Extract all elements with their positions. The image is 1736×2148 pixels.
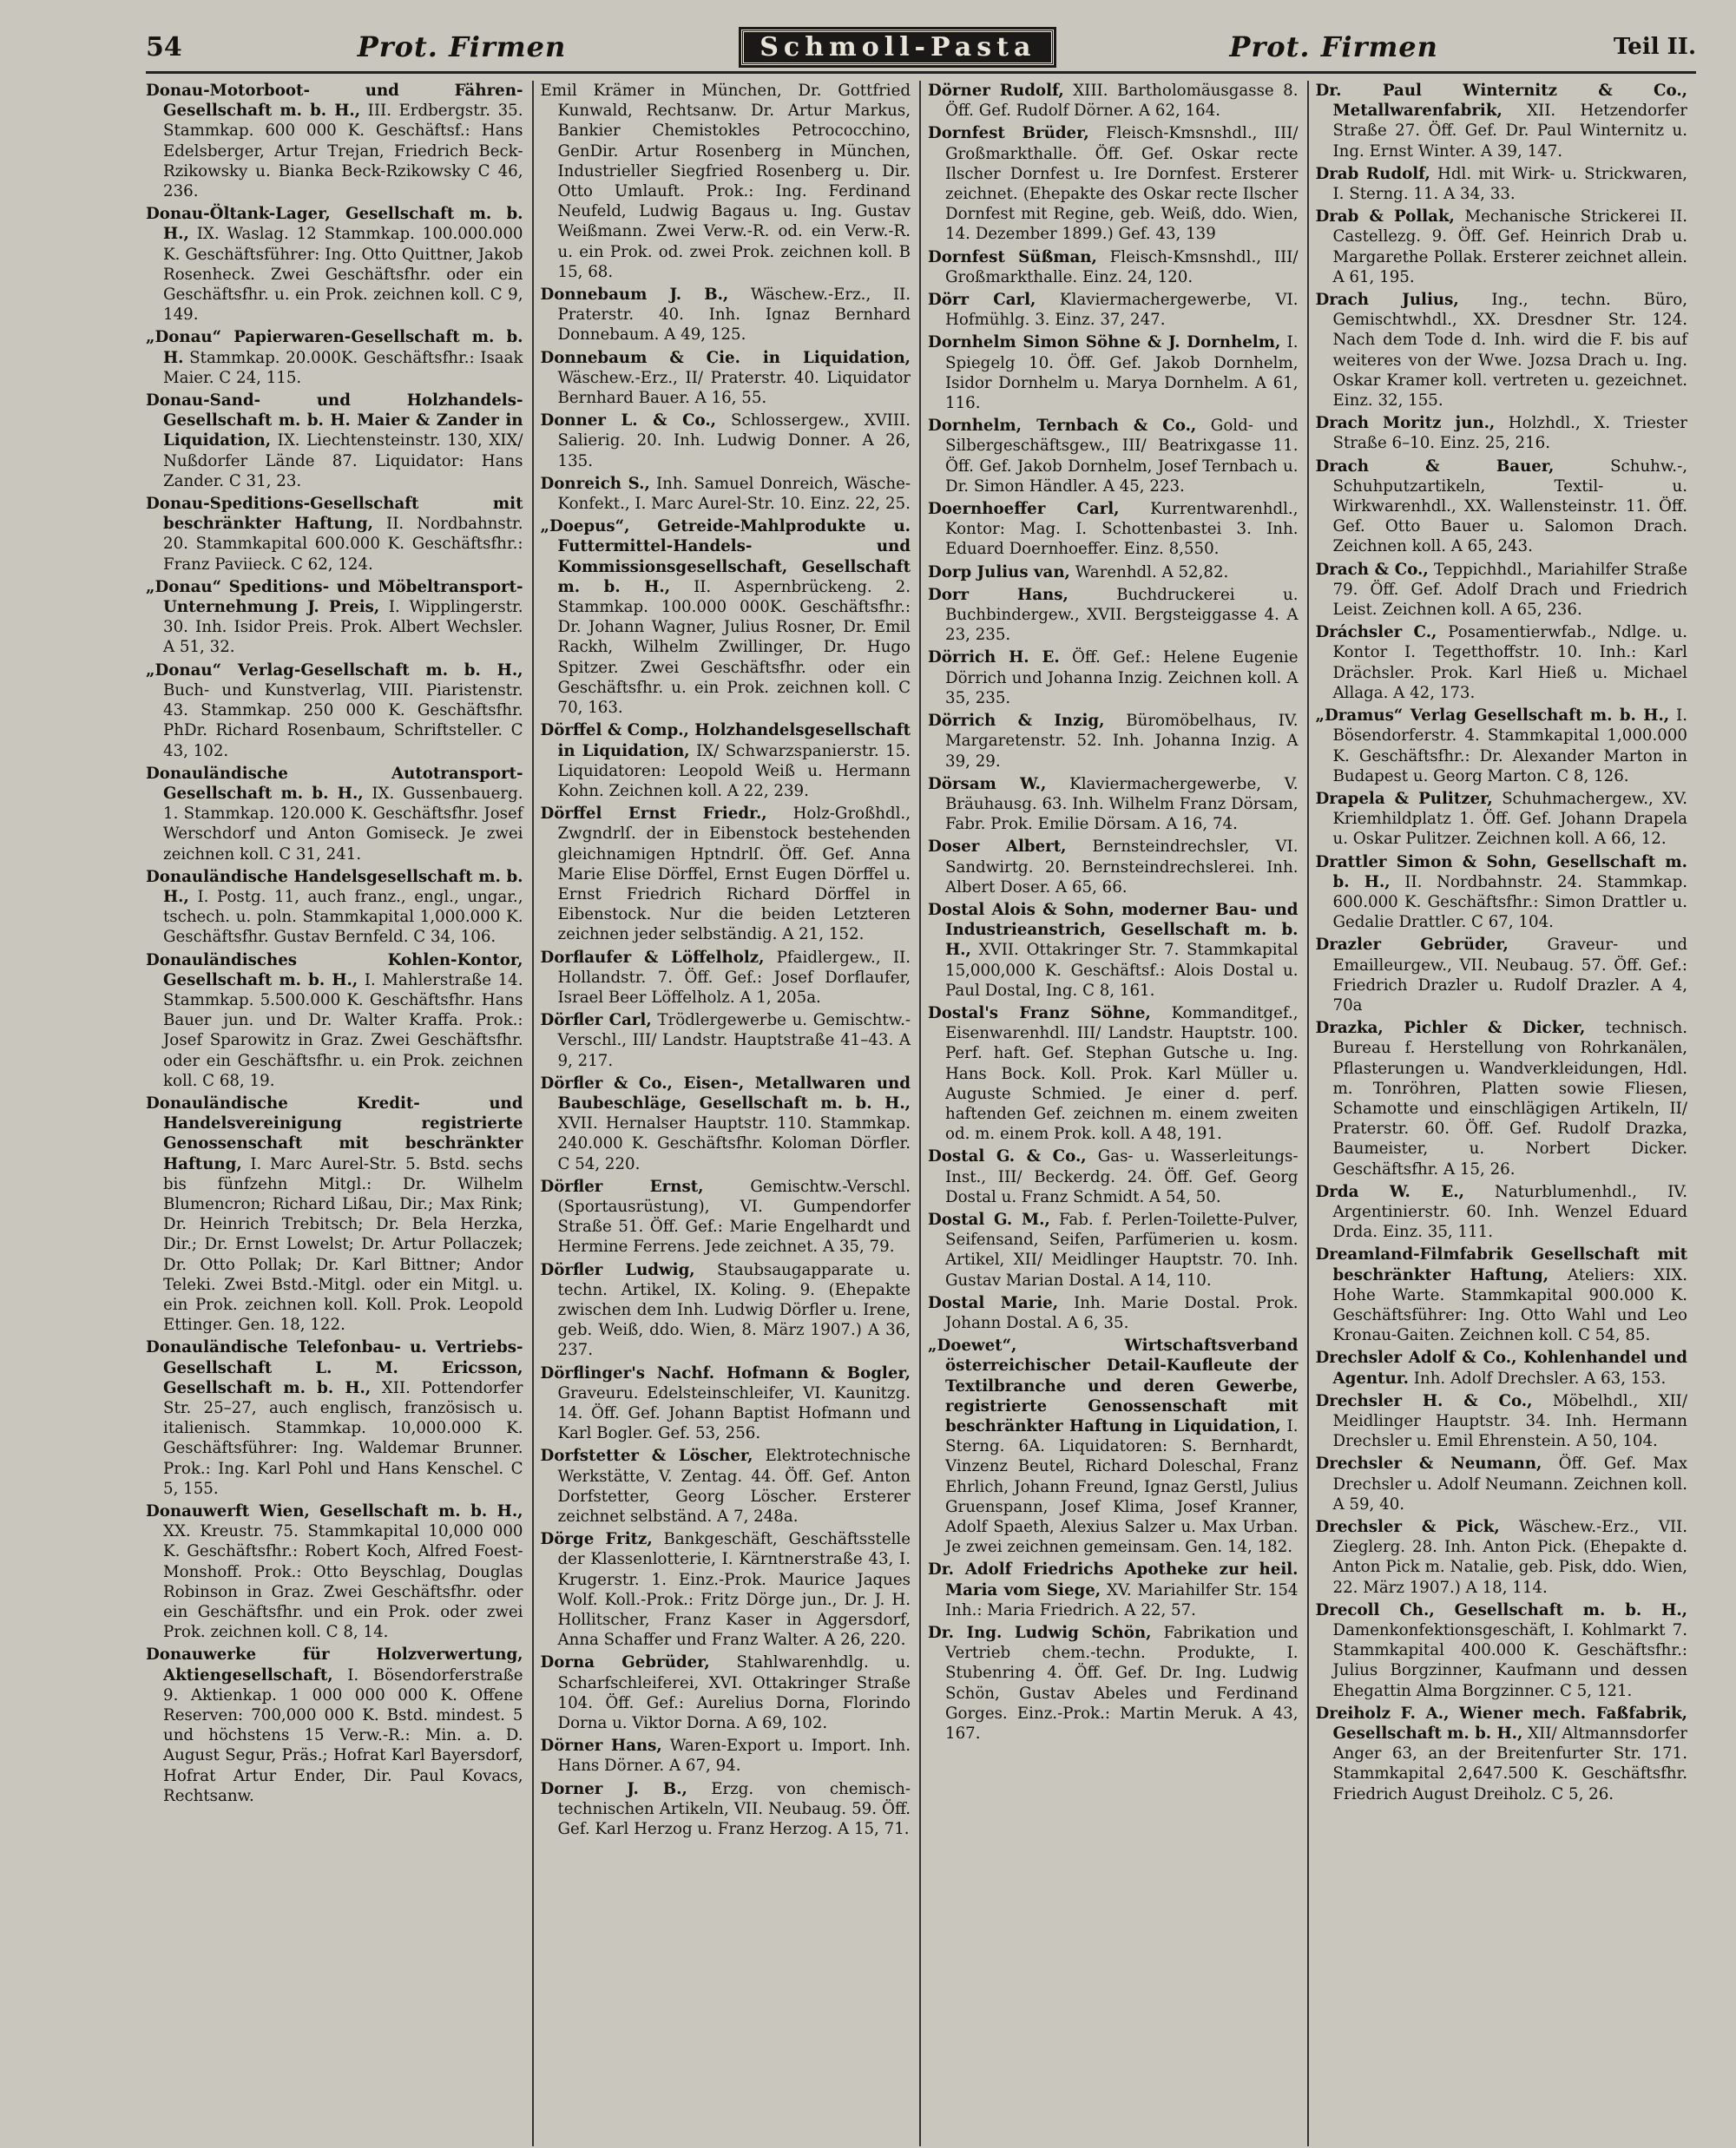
entry-text: Wäschew.-Erz., II/ Praterstr. 40. Liquidator Bernhard Bauer. A 16, 55. bbox=[557, 368, 911, 408]
directory-entry bbox=[928, 711, 1299, 772]
entry-name: Dostal's Franz Söhne, bbox=[928, 1003, 1151, 1022]
header-left-title: Prot. Firmen bbox=[357, 30, 567, 63]
directory-entry bbox=[928, 247, 1299, 287]
entry-name: Dreiholz F. A., Wiener mech. Faßfabrik, Gesellschaft m. b. H., bbox=[1315, 1704, 1687, 1744]
directory-entry bbox=[1316, 207, 1688, 287]
entry-name: Dorflaufer & Löffelholz, bbox=[540, 948, 765, 967]
page-number: 54 bbox=[146, 31, 182, 62]
directory-entry bbox=[541, 1074, 911, 1174]
entry-text: Elektrotechnische Werkstätte, V. Zentag. 44. Öff. Gef. Anton Dorfstetter, Georg Löscher. Ersterer zeichnet selbständ. A 7, 248a. bbox=[557, 1447, 911, 1527]
entry-text: I. Sterng. 6A. Liquidatoren: S. Bernhardt, Vinzenz Beutel, Richard Doleschal, Franz Ehrlich, Johann Freund, Ignaz Gerstl, Julius Gruenspann, Josef Klima, Josef Kranner, Adolf Spaeth, Alexius Salzer u. Max Urban. Je zwei zeichnen gemeinsam. Gen. 14, 182. bbox=[945, 1417, 1299, 1557]
entry-text: Inh. Marie Dostal. Prok. Johann Dostal. A 6, 35. bbox=[945, 1293, 1299, 1332]
entry-name: „Doewet“, Wirtschaftsverband österreichischer Detail-Kaufleute der Textilbranche und deren Gewerbe, registrierte Genossenschaft mit beschränkter Haftung in Liquidation, bbox=[928, 1337, 1299, 1435]
entry-text: Trödlergewerbe u. Gemischtw.-Verschl., III/ Landstr. Hauptstraße 41–43. A 9, 217. bbox=[557, 1011, 911, 1070]
directory-entry bbox=[928, 647, 1299, 708]
entry-name: Drazka, Pichler & Dicker, bbox=[1315, 1019, 1586, 1038]
entry-name: Dörsam W., bbox=[928, 774, 1047, 793]
entry-name: Dostal G. M., bbox=[928, 1210, 1050, 1229]
entry-name: Drechsler Adolf & Co., Kohlenhandel und Agentur. bbox=[1315, 1349, 1687, 1388]
entry-name: Donau-Motorboot- und Fähren-Gesellschaft m. b. H., bbox=[146, 82, 523, 121]
directory-entry bbox=[146, 1337, 523, 1499]
entry-name: Drapela & Pulitzer, bbox=[1315, 789, 1493, 808]
directory-entry bbox=[1316, 789, 1688, 850]
entry-text: Warenhdl. A 52,82. bbox=[1075, 562, 1229, 581]
directory-entry bbox=[541, 1010, 911, 1071]
entry-text: Schuhmachergew., XV. Kriemhildplatz 1. Öff. Gef. Johann Drapela u. Oskar Pulitzer. Zeichnen koll. A 66, 12. bbox=[1332, 789, 1687, 849]
entry-name: Dörfler Carl, bbox=[540, 1011, 652, 1030]
directory-entry bbox=[146, 1501, 523, 1642]
entry-text: IX. Gussenbauerg. 1. Stammkap. 120.000 K. Geschäftsfhr. Josef Werschdorf und Anton Gomiseck. Je zwei zeichnen koll. C 31, 241. bbox=[163, 784, 523, 864]
entry-text: Öff. Gef.: Helene Eugenie Dörrich und Johanna Inzig. Zeichnen koll. A 35, 235. bbox=[945, 648, 1299, 707]
entry-name: Dr. Paul Winternitz & Co., Metallwarenfabrik, bbox=[1315, 82, 1687, 121]
entry-name: Drechsler & Neumann, bbox=[1315, 1455, 1542, 1474]
entry-name: Dostal Marie, bbox=[928, 1293, 1059, 1312]
entry-text: Gold- und Silbergeschäftsgew., III/ Beatrixgasse 11. Öff. Gef. Jakob Dornhelm, Josef Ternbach u. Dr. Simon Händler. A 45, 223. bbox=[945, 417, 1299, 496]
directory-entry bbox=[541, 348, 911, 409]
entry-name: Dorner J. B., bbox=[540, 1779, 687, 1798]
entry-name: Donau-Öltank-Lager, Gesellschaft m. b. H., bbox=[146, 205, 523, 244]
entry-text: Klaviermachergewerbe, V. Bräuhausg. 63. Inh. Wilhelm Franz Dörsam, Fabr. Prok. Emilie Dörsam. A 16, 74. bbox=[945, 774, 1299, 834]
directory-entry bbox=[146, 1094, 523, 1335]
entry-text: Hdl. mit Wirk- u. Strickwaren, I. Sterng. 11. A 34, 33. bbox=[1332, 164, 1687, 204]
directory-entry bbox=[146, 204, 523, 325]
entry-text: XII. Hetzendorfer Straße 27. Öff. Gef. Dr. Paul Winternitz u. Ing. Ernst Winter. A 39, 147. bbox=[1332, 102, 1687, 161]
directory-entry bbox=[1316, 164, 1688, 204]
entry-name: „Donau“ Speditions- und Möbeltransport-Unternehmung J. Preis, bbox=[146, 577, 523, 617]
entry-name: Donauländische Autotransport-Gesellschaft m. b. H., bbox=[146, 764, 523, 803]
entry-text: Graveur- und Emailleurgew., VII. Neubaug. 57. Öff. Gef.: Friedrich Drazler u. Rudolf Drazler. A 4, 70a bbox=[1332, 936, 1687, 1015]
entry-text: Erzg. von chemisch-technischen Artikeln, VII. Neubaug. 59. Öff. Gef. Karl Herzog u. Franz Herzog. A 15, 71. bbox=[557, 1779, 911, 1839]
entry-text: II. Nordbahnstr. 20. Stammkapital 600.000 K. Geschäftsfhr.: Franz Paviieck. C 62, 124. bbox=[163, 515, 523, 574]
directory-entry bbox=[146, 764, 523, 864]
directory-entry bbox=[1316, 1245, 1688, 1345]
directory-entry bbox=[1316, 290, 1688, 411]
entry-text: Teppichhdl., Mariahilfer Straße 79. Öff. Gef. Adolf Drach und Friedrich Leist. Zeichnen koll. A 65, 236. bbox=[1332, 560, 1687, 620]
entry-text: I. Mahlerstraße 14. Stammkap. 5.500.000 K. Geschäftsfhr. Hans Bauer jun. und Dr. Walter Kraffa. Prok.: Josef Sparowitz in Graz. Zwei Geschäftsfhr. oder ein Geschäftsfhr. u. ein Prok. zeichnen koll. C 68, 19. bbox=[163, 970, 523, 1090]
directory-entry bbox=[928, 900, 1299, 1001]
entry-text: Bernsteindrechsler, VI. Sandwirtg. 20. Bernsteindrechslerei. Inh. Albert Doser. A 65, 66. bbox=[945, 838, 1299, 897]
entry-name: Dörrich H. E. bbox=[928, 648, 1060, 667]
entry-text: Schlossergew., XVIII. Salierig. 20. Inh. Ludwig Donner. A 26, 135. bbox=[557, 411, 911, 470]
directory-entry bbox=[928, 1336, 1299, 1557]
entry-name: Doernhoeffer Carl, bbox=[928, 500, 1120, 519]
entry-text: Inh. Samuel Donreich, Wäsche-Konfekt., I. Marc Aurel-Str. 10. Einz. 22, 25. bbox=[557, 474, 911, 514]
entry-text: XVII. Hernalser Hauptstr. 110. Stammkap. 240.000 K. Geschäftsfhr. Koloman Dörfler. C 54, 220. bbox=[557, 1114, 911, 1173]
header-part: Teil II. bbox=[1613, 34, 1696, 60]
directory-entry bbox=[1316, 560, 1688, 621]
directory-entry bbox=[541, 1529, 911, 1650]
entry-name: Dorna Gebrüder, bbox=[540, 1653, 710, 1672]
entry-text: Klaviermachergewerbe, VI. Hofmühlg. 3. Einz. 37, 247. bbox=[945, 291, 1299, 330]
directory-entry bbox=[928, 290, 1299, 330]
entry-text: I. Postg. 11, auch franz., engl., ungar., tschech. u. poln. Stammkapital 1,000.000 K. Geschäftsfhr. Gustav Bernfeld. C 34, 106. bbox=[163, 887, 523, 947]
entry-text: Stammkap. 20.000K. Geschäftsfhr.: Isaak Maier. C 24, 115. bbox=[163, 348, 523, 387]
directory-entry bbox=[541, 1652, 911, 1733]
entry-name: Dörfler Ludwig, bbox=[540, 1260, 695, 1279]
directory-entry bbox=[541, 285, 911, 345]
entry-text: Fabrikation und Vertrieb chem.-techn. Produkte, I. Stubenring 4. Öff. Gef. Dr. Ing. Ludwig Schön, Gustav Abeles und Ferdinand Gorges. Einz.-Prok.: Martin Meruk. A 43, 167. bbox=[945, 1624, 1299, 1744]
entry-name: Dr. Ing. Ludwig Schön, bbox=[928, 1624, 1152, 1643]
directory-entry bbox=[928, 81, 1299, 121]
entry-name: Dörfler & Co., Eisen-, Metallwaren und Baubeschläge, Gesellschaft m. b. H., bbox=[540, 1074, 911, 1113]
column-1 bbox=[146, 81, 534, 2146]
directory-entry bbox=[928, 1293, 1299, 1333]
column-2 bbox=[534, 81, 922, 2146]
entry-text: Damenkonfektionsgeschäft, I. Kohlmarkt 7. Stammkapital 400.000 K. Geschäftsfhr.: Julius Borgzinner, Kaufmann und dessen Ehegattin Alma Borgzinner. C 5, 121. bbox=[1332, 1621, 1687, 1700]
entry-name: Dörge Fritz, bbox=[540, 1530, 653, 1549]
entry-text: XII/ Altmannsdorfer Anger 63, an der Breitenfurter Str. 171. Stammkapital 2,647.500 K. Geschäftsfhr. Friedrich August Dreiholz. C 5, 26. bbox=[1332, 1724, 1687, 1803]
entry-name: Dostal G. & Co., bbox=[928, 1147, 1087, 1166]
directory-entry bbox=[928, 774, 1299, 835]
directory-entry bbox=[928, 837, 1299, 897]
entry-text: Holzhdl., X. Triester Straße 6–10. Einz. 25, 216. bbox=[1332, 414, 1687, 453]
directory-entry bbox=[1316, 1517, 1688, 1598]
entry-name: Drab & Pollak, bbox=[1315, 207, 1455, 227]
directory-entry bbox=[541, 804, 911, 944]
entry-text: Mechanische Strickerei II. Castellezg. 9. Öff. Gef. Heinrich Drab u. Margarethe Pollak. Ersterer zeichnet allein. A 61, 195. bbox=[1332, 207, 1687, 286]
entry-name: Drattler Simon & Sohn, Gesellschaft m. b. H., bbox=[1315, 852, 1687, 891]
entry-text: IX. Waslag. 12 Stammkap. 100.000.000 K. Geschäftsführer: Ing. Otto Quittner, Jakob Rosenheck. Zwei Geschäftsfhr. oder ein Geschäftsfhr. u. ein Prok. zeichnen koll. C 9, 149. bbox=[163, 225, 523, 325]
entry-name: „Dramus“ Verlag Gesellschaft m. b. H., bbox=[1315, 706, 1670, 726]
directory-entry bbox=[541, 1177, 911, 1258]
entry-text: Buch- und Kunstverlag, VIII. Piaristenstr. 43. Stammkap. 250 000 K. Geschäftsfhr. PhDr. Richard Rosenbaum, Schriftsteller. C 43, 102. bbox=[163, 680, 523, 760]
entry-text: Graveuru. Edelsteinschleifer, VI. Kaunitzg. 14. Öff. Gef. Johann Baptist Hofmann und Karl Bogler. Gef. 53, 256. bbox=[557, 1383, 911, 1443]
entry-name: Dreamland-Filmfabrik Gesellschaft mit beschränkter Haftung, bbox=[1315, 1245, 1687, 1284]
entry-name: Dorfstetter & Löscher, bbox=[540, 1447, 753, 1466]
entry-name: Dornhelm Simon Söhne & J. Dornhelm, bbox=[928, 333, 1281, 352]
entry-text: Kommanditgef., Eisenwarenhdl. III/ Landstr. Hauptstr. 100. Perf. haft. Gef. Stephan Gutsche u. Ing. Hans Bock. Koll. Prok. Karl Müller u. Auguste Schmied. Je einer d. perf. haftenden Gef. zeichnen m. einem zweiten od. m. einem Prok. koll. A 48, 191. bbox=[945, 1003, 1299, 1144]
entry-name: Dörner Rudolf, bbox=[928, 82, 1064, 100]
entry-text: I. Bösendorferstraße 9. Aktienkap. 1 000 000 000 K. Offene Reserven: 700,000 000 K. Bstd. mindest. 5 und höchstens 15 Verw.-R.: Min. a. D. August Segur, Präs.; Hofrat Karl Bayersdorf, Hofrat Artur Ender, Dir. Paul Kovacs, Rechtsanw. bbox=[163, 1665, 523, 1805]
entry-name: Donauwerke für Holzverwertung, Aktiengesellschaft, bbox=[146, 1645, 523, 1685]
entry-text: Schuhw.-, Schuhputzartikeln, Textil- u. Wirkwarenhdl., XX. Wallensteinstr. 11. Öff. Gef. Otto Bauer u. Salomon Drach. Zeichnen koll. A 65, 243. bbox=[1332, 457, 1687, 556]
entry-name: Dörr Carl, bbox=[928, 291, 1036, 310]
entry-text: Wäschew.-Erz., VII. Zieglerg. 28. Inh. Anton Pick. (Ehepakte d. Anton Pick m. Natalie, geb. Pisk, ddo. Wien, 22. März 1907.) A 18, 114. bbox=[1332, 1518, 1687, 1597]
entry-name: Donauländische Handelsgesellschaft m. b. H., bbox=[146, 867, 523, 906]
directory-entry bbox=[541, 1260, 911, 1361]
entry-text: Fleisch-Kmsnshdl., III/ Großmarkthalle. Öff. Gef. Oskar recte Ilscher Dornfest u. Ire Dornfest. Ersterer zeichnet. (Ehepakte des Oskar recte Ilscher Dornfest mit Regine, geb. Weiß, ddo. Wien, 14. Dezember 1899.) Gef. 43, 139 bbox=[945, 124, 1299, 244]
entry-text: Möbelhdl., XII/ Meidlinger Hauptstr. 34. Inh. Hermann Drechsler u. Emil Ehrenstein. A 50, 104. bbox=[1332, 1391, 1687, 1451]
directory-entry bbox=[1316, 413, 1688, 453]
entry-name: Drecoll Ch., Gesellschaft m. b. H., bbox=[1315, 1600, 1687, 1619]
entry-text: IX. Liechtensteinstr. 130, XIX/ Nußdorfer Lände 87. Liquidator: Hans Zander. C 31, 23. bbox=[163, 431, 523, 490]
entry-name: Dörner Hans, bbox=[540, 1737, 662, 1756]
entry-name: Donnebaum J. B., bbox=[540, 286, 729, 305]
entry-name: Donau-Speditions-Gesellschaft mit beschränkter Haftung, bbox=[146, 495, 523, 534]
entry-name: „Doepus“, Getreide-Mahlprodukte u. Futtermittel-Handels- und Kommissionsgesellschaft, Gesellschaft m. b. H., bbox=[540, 517, 911, 596]
entry-name: Drda W. E., bbox=[1315, 1182, 1464, 1201]
entry-name: Donauländisches Kohlen-Kontor, Gesellschaft m. b. H., bbox=[146, 950, 523, 989]
header-right-title: Prot. Firmen bbox=[1229, 30, 1438, 63]
entry-name: Donauländische Telefonbau- u. Vertriebs-Gesellschaft L. M. Ericsson, Gesellschaft m. b. H., bbox=[146, 1338, 523, 1397]
entry-name: Dostal Alois & Sohn, moderner Bau- und Industrieanstrich, Gesellschaft m. b. H., bbox=[928, 900, 1299, 960]
entry-name: Dráchsler C., bbox=[1315, 623, 1437, 642]
entry-name: Dr. Adolf Friedrichs Apotheke zur heil. Maria vom Siege, bbox=[928, 1560, 1299, 1600]
entry-name: Drab Rudolf, bbox=[1315, 164, 1430, 183]
entry-name: Donauwerft Wien, Gesellschaft m. b. H., bbox=[146, 1502, 523, 1521]
directory-entry bbox=[146, 494, 523, 575]
directory-entry bbox=[146, 577, 523, 658]
directory-entry bbox=[928, 1560, 1299, 1620]
entry-text: XII. Pottendorfer Str. 25–27, auch englisch, französisch u. italienisch. Stammkap. 10,000.000 K. Geschäftsführer: Ing. Waldemar Brunner. Prok.: Ing. Karl Pohl und Hans Kenschel. C 5, 155. bbox=[163, 1378, 523, 1498]
entry-name: Donner L. & Co., bbox=[540, 411, 717, 430]
entry-name: Drach & Co., bbox=[1315, 560, 1429, 579]
header-banner: Schmoll-Pasta bbox=[741, 30, 1054, 65]
directory-entry bbox=[928, 332, 1299, 413]
entry-name: Donau-Sand- und Holzhandels-Gesellschaft m. b. H. Maier & Zander in Liquidation, bbox=[146, 391, 523, 450]
entry-name: Drazler Gebrüder, bbox=[1315, 936, 1509, 955]
entry-text: I. Bösendorferstr. 4. Stammkapital 1,000.000 K. Geschäftsfhr.: Dr. Alexander Marton in Budapest u. Georg Marton. C 8, 126. bbox=[1332, 706, 1687, 785]
entry-text: I. Marc Aurel-Str. 5. Bstd. sechs bis fünfzehn Mitgl.: Dr. Wilhelm Blumencron; Richard Lißau, Dir.; Max Rink; Dr. Heinrich Trebitsch; Dr. Bela Herzka, Dir.; Dr. Ernst Lowelst; Dr. Artur Pollaczek; Dr. Otto Pollak; Dr. Karl Bittner; Andor Teleki. Zwei Bstd.-Mitgl. oder ein Mitgl. u. ein Prok. zeichnen koll. Koll. Prok. Leopold Ettinger. Gen. 18, 122. bbox=[163, 1154, 523, 1335]
entry-text: Wäschew.-Erz., II. Praterstr. 40. Inh. Ignaz Bernhard Donnebaum. A 49, 125. bbox=[557, 286, 911, 345]
directory-entry bbox=[1316, 852, 1688, 933]
entry-name: Dörflinger's Nachf. Hofmann & Bogler, bbox=[540, 1363, 911, 1383]
directory-entry bbox=[928, 1003, 1299, 1144]
directory-entry bbox=[928, 585, 1299, 646]
entry-name: Drach & Bauer, bbox=[1315, 457, 1555, 476]
entry-name: „Donau“ Papierwaren-Gesellschaft m. b. H. bbox=[146, 328, 523, 367]
directory-entry bbox=[928, 562, 1299, 582]
entry-text: Pfaidlergew., II. Hollandstr. 7. Öff. Gef.: Josef Dorflaufer, Israel Beer Löffelholz. A 1, 205a. bbox=[557, 948, 911, 1007]
entry-name: Drechsler H. & Co., bbox=[1315, 1391, 1533, 1410]
entry-text: Waren-Export u. Import. Inh. Hans Dörner. A 67, 94. bbox=[557, 1737, 911, 1776]
directory-entry bbox=[1316, 1704, 1688, 1804]
directory-entry bbox=[541, 948, 911, 1008]
directory-entry bbox=[1316, 1348, 1688, 1388]
entry-text: II. Nordbahnstr. 24. Stammkap. 600.000 K. Geschäftsfhr.: Simon Drattler u. Gedalie Drattler. C 67, 104. bbox=[1332, 872, 1687, 932]
entry-text: Gemischtw.-Verschl. (Sportausrüstung), VI. Gumpendorfer Straße 51. Öff. Gef.: Marie Engelhardt und Hermine Ferrens. Jede zeichnet. A 35, 79. bbox=[557, 1177, 911, 1257]
entry-text: II. Aspernbrückeng. 2. Stammkap. 100.000 000K. Geschäftsfhr.: Dr. Johann Wagner, Julius Rosner, Dr. Emil Rackh, Wilhelm Zwillinger, Dr. Hugo Spitzer. Zwei Geschäftsfhr. oder ein Geschäftsfhr. u. ein Prok. zeichnen koll. C 70, 163. bbox=[557, 577, 911, 718]
entry-text: XX. Kreustr. 75. Stammkapital 10,000 000 K. Geschäftsfhr.: Robert Koch, Alfred Foest-Monshoff. Prok.: Otto Beyschlag, Douglas Robinson in Graz. Zwei Geschäftsfhr. oder ein Geschäftsfhr. und ein Prok. oder zwei Prok. zeichnen koll. C 8, 14. bbox=[163, 1522, 523, 1642]
directory-entry bbox=[1316, 81, 1688, 161]
entry-name: Dörrich & Inzig, bbox=[928, 712, 1105, 731]
entry-text: Ing., techn. Büro, Gemischtwhdl., XX. Dresdner Str. 124. Nach dem Tode d. Inh. wird die F. bis auf weiteres von der Wwe. Jozsa Drach u. Ing. Oskar Kramer koll. vertreten u. gezeichnet. Einz. 32, 155. bbox=[1332, 291, 1687, 411]
entry-text: technisch. Bureau f. Herstellung von Rohrkanälen, Pflasterungen u. Wandverkleidungen, Hdl. m. Tonröhren, Platten sowie Fliesen, Schamotte und einschlägigen Artikeln, II/ Praterstr. 60. Öff. Gef. Rudolf Drazka, Baumeister, u. Norbert Dicker. Geschäftsfhr. A 15, 26. bbox=[1332, 1019, 1687, 1179]
entry-text: Fab. f. Perlen-Toilette-Pulver, Seifensand, Seifen, Parfümerien u. kosm. Artikel, XII/ Meidlinger Hauptstr. 70. Inh. Gustav Marian Dostal. A 14, 110. bbox=[945, 1210, 1299, 1290]
entry-text: Ateliers: XIX. Hohe Warte. Stammkapital 900.000 K. Geschäftsführer: Ing. Otto Wahl und Leo Kronau-Gaiten. Zeichnen koll. C 54, 85. bbox=[1332, 1265, 1687, 1345]
entry-name: Dornhelm, Ternbach & Co., bbox=[928, 417, 1197, 436]
entry-name: Donnebaum & Cie. in Liquidation, bbox=[540, 348, 911, 367]
directory-entry bbox=[928, 123, 1299, 244]
entry-text: Bankgeschäft, Geschäftsstelle der Klassenlotterie, I. Kärntnerstraße 43, I. Krugerstr. 1. Einz.-Prok. Maurice Jaques Wolf. Koll.-Prok.: Fritz Dörge jun., Dr. J. H. Hollitscher, Franz Kaser in Aggersdorf, Anna Schaffer und Franz Walter. A 26, 220. bbox=[557, 1530, 911, 1650]
entry-name: Drach Moritz jun., bbox=[1315, 414, 1496, 433]
directory-entry bbox=[146, 391, 523, 491]
directory-entry bbox=[1316, 1391, 1688, 1452]
directory-entry bbox=[146, 81, 523, 201]
directory-entry bbox=[146, 950, 523, 1091]
directory-entry bbox=[1316, 935, 1688, 1015]
directory-entry bbox=[541, 516, 911, 718]
directory-entry bbox=[146, 867, 523, 948]
directory-entry bbox=[928, 1623, 1299, 1744]
directory-entry bbox=[541, 1446, 911, 1527]
entry-text: Öff. Gef. Max Drechsler u. Adolf Neumann. Zeichnen koll. A 59, 40. bbox=[1332, 1455, 1687, 1514]
entry-text: Naturblumenhdl., IV. Argentinierstr. 60. Inh. Wenzel Eduard Drda. Einz. 35, 111. bbox=[1332, 1182, 1687, 1242]
directory-entry bbox=[541, 411, 911, 471]
page-header bbox=[146, 23, 1696, 74]
entry-name: Donreich S., bbox=[540, 474, 650, 493]
directory-entry bbox=[541, 81, 911, 282]
directory-entry bbox=[1316, 706, 1688, 786]
entry-name: Drach Julius, bbox=[1315, 291, 1459, 310]
column-3 bbox=[921, 81, 1309, 2146]
directory-entry bbox=[541, 1363, 911, 1444]
directory-entry bbox=[1316, 1454, 1688, 1514]
directory-entry bbox=[541, 1736, 911, 1776]
column-4 bbox=[1309, 81, 1697, 2146]
entry-text: IX/ Schwarzspanierstr. 15. Liquidatoren: Leopold Weiß u. Hermann Kohn. Zeichnen koll. A 22, 239. bbox=[557, 741, 911, 800]
entry-text: I. Wipplingerstr. 30. Inh. Isidor Preis. Prok. Albert Wechsler. A 51, 32. bbox=[163, 598, 523, 657]
directory-entry bbox=[1316, 622, 1688, 703]
entry-text: Gas- u. Wasserleitungs-Inst., III/ Beckerdg. 24. Öff. Gef. Georg Dostal u. Franz Schmidt. A 54, 50. bbox=[945, 1147, 1299, 1206]
entry-text: Buchdruckerei u. Buchbindergew., XVII. Bergsteiggasse 4. A 23, 235. bbox=[945, 585, 1299, 645]
entry-text: III. Erdbergstr. 35. Stammkap. 600 000 K. Geschäftsf.: Hans Edelsberger, Artur Trejan, Friedrich Beck-Rzikowsky u. Bianka Beck-Rzikowsky C 46, 236. bbox=[163, 102, 523, 201]
entry-name: Dornfest Süßman, bbox=[928, 247, 1097, 266]
entry-name: Dörffel Ernst Friedr., bbox=[540, 805, 767, 824]
entry-text: Holz-Großhdl., Zwgndrlſ. der in Eibenstock bestehenden gleichnamigen Hptndrlſ. Öff. Gef. Anna Marie Elise Dörffel, Ernst Eugen Dörffel u. Ernst Friedrich Richard Dörffel in Eibenstock. Nur die beiden Letzteren zeichnen jeder selbständig. A 21, 152. bbox=[557, 805, 911, 944]
directory-entry bbox=[1316, 457, 1688, 557]
entry-name: Dornfest Brüder, bbox=[928, 124, 1089, 143]
entry-text: Staubsaugapparate u. techn. Artikel, IX. Koling. 9. (Ehepakte zwischen dem Inh. Ludwig Dörfler u. Irene, geb. Weiß, ddo. Wien, 8. März 1907.) A 36, 237. bbox=[557, 1260, 911, 1360]
directory-entry bbox=[1316, 1600, 1688, 1701]
directory-entry bbox=[1316, 1182, 1688, 1243]
entry-name: Donauländische Kredit- und Handelsvereinigung registrierte Genossenschaft mit beschränkter Haftung, bbox=[146, 1094, 523, 1173]
entry-text: XIII. Bartholomäusgasse 8. Öff. Gef. Rudolf Dörner. A 62, 164. bbox=[945, 82, 1299, 121]
entry-text: Stahlwarenhdlg. u. Scharfschleiferei, XVI. Ottakringer Straße 104. Öff. Gef.: Aurelius Dorna, Florindo Dorna u. Viktor Dorna. A 69, 102. bbox=[557, 1653, 911, 1733]
directory-entry bbox=[928, 416, 1299, 496]
entry-text: Büromöbelhaus, IV. Margaretenstr. 52. Inh. Johanna Inzig. A 39, 29. bbox=[945, 712, 1299, 771]
entry-name: Drechsler & Pick, bbox=[1315, 1518, 1500, 1537]
directory-entry bbox=[146, 1645, 523, 1806]
entry-text: Fleisch-Kmsnshdl., III/ Großmarkthalle. Einz. 24, 120. bbox=[945, 247, 1299, 286]
columns bbox=[146, 81, 1696, 2146]
entry-text: XVII. Ottakringer Str. 7. Stammkapital 15,000,000 K. Geschäftsf.: Alois Dostal u. Paul Dostal, Ing. C 8, 161. bbox=[945, 941, 1299, 1000]
directory-entry bbox=[928, 499, 1299, 560]
directory-entry bbox=[928, 1210, 1299, 1291]
entry-name: Dorr Hans, bbox=[928, 585, 1069, 604]
entry-text: Emil Krämer in München, Dr. Gottfried Kunwald, Rechtsanw. Dr. Artur Markus, Bankier Chemistokles Petrococchino, GenDir. Artur Rosenberg in München, Industrieller Siegfried Rosenberg u. Dir. Otto Umlauft. Prok.: Ing. Ferdinand Neufeld, Ludwig Bagaus u. Ing. Gustav Weißmann. Zwei Verw.-R. od. ein Verw.-R. u. ein Prok. od. zwei Prok. zeichnen koll. B 15, 68. bbox=[540, 82, 911, 281]
directory-entry bbox=[541, 474, 911, 514]
entry-name: Dörfler Ernst, bbox=[540, 1177, 704, 1196]
directory-entry bbox=[146, 327, 523, 388]
entry-name: Doser Albert, bbox=[928, 838, 1067, 857]
entry-text: Kurrentwarenhdl., Kontor: Mag. I. Schottenbastei 3. Inh. Eduard Doernhoeffer. Einz. 8,550. bbox=[945, 500, 1299, 559]
entry-text: Posamentierwfab., Ndlge. u. Kontor I. Tegetthoffstr. 10. Inh.: Karl Drächsler. Prok. Karl Hieß u. Michael Allaga. A 42, 173. bbox=[1332, 623, 1687, 702]
directory-entry bbox=[928, 1146, 1299, 1207]
entry-text: I. Spiegelg 10. Öff. Gef. Jakob Dornhelm, Isidor Dornhelm u. Marya Dornhelm. A 61, 116. bbox=[945, 333, 1299, 413]
entry-name: Dörffel & Comp., Holzhandelsgesellschaft in Liquidation, bbox=[540, 721, 911, 760]
entry-text: Inh. Adolf Drechsler. A 63, 153. bbox=[1413, 1369, 1667, 1388]
directory-entry bbox=[541, 1779, 911, 1840]
entry-name: Dorp Julius van, bbox=[928, 562, 1070, 581]
directory-entry bbox=[146, 660, 523, 761]
directory-entry bbox=[541, 720, 911, 801]
directory-entry bbox=[1316, 1018, 1688, 1179]
entry-name: „Donau“ Verlag-Gesellschaft m. b. H., bbox=[146, 660, 523, 680]
entry-text: XV. Mariahilfer Str. 154 Inh.: Maria Friedrich. A 22, 57. bbox=[945, 1580, 1299, 1619]
